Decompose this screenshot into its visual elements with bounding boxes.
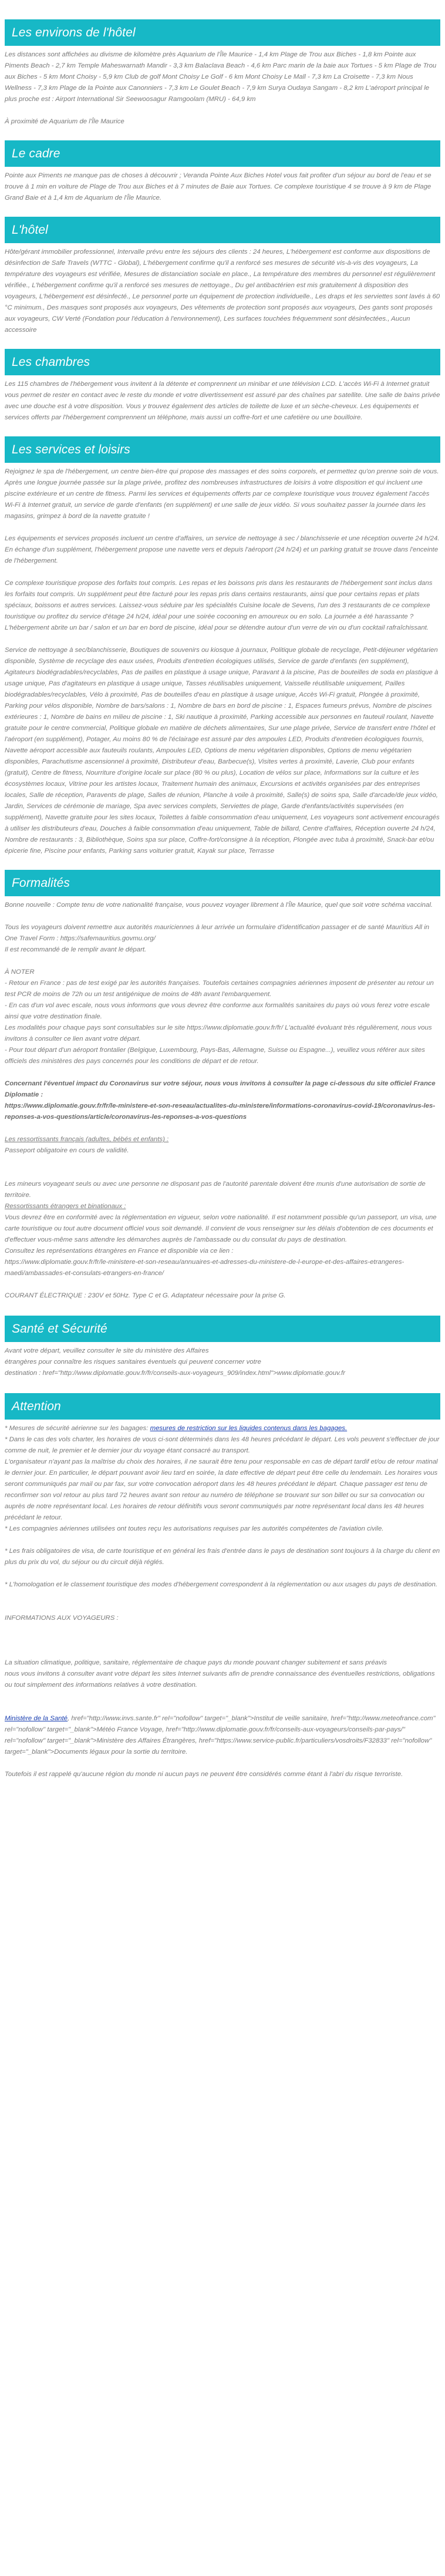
attention-p14: nous vous invitons à consulter avant votre départ les sites Internet suivants afin de prendre connaissance des éventuelles restrictions, obligations ou tout simplement des informations relatives à votre destination.	[5, 1670, 437, 1689]
section-title: Les services et loisirs	[5, 436, 440, 463]
sante-line-3: destination : href="http://www.diplomatie.gouv.fr/fr/conseils-aux-voyageurs_909/index.html">www.diplomatie.gouv.fr	[5, 1370, 346, 1377]
section-services	[5, 436, 440, 857]
services-business: Les équipements et services proposés incluent un centre d'affaires, un service de nettoyage à sec / blanchisserie et une réception ouverte 24 h/24. En échange d'un supplément, l'hébergement propose une navette vers et depuis l'aéroport (24 h/24) et un parking gratuit se trouve dans l'enceinte de l'hébergement.	[5, 535, 441, 564]
page-content	[0, 19, 445, 1780]
cadre-text: Pointe aux Piments ne manque pas de choses à découvrir ; Veranda Pointe Aux Biches Hotel vous fait profiter d'un séjour au bord de l'eau et se trouve à 1 min en voiture de Plage de Trou aux Biches et à 7 minutes de Baie aux Tortues. Ce complexe touristique 4 se trouve à 9 km de Plage Grand Baie et à 1,4 km de Aquarium de l'Île Maurice.	[5, 172, 433, 201]
spacer	[5, 956, 440, 967]
section-chambres	[5, 349, 440, 423]
security-line	[5, 1423, 440, 1434]
spacer	[5, 1568, 440, 1579]
spacer	[5, 1590, 440, 1602]
services-spa: Rejoignez le spa de l'hébergement, un centre bien-être qui propose des massages et des soins corporels, et permettez qu'on prenne soin de vous. Après une longue journée passée sur la plage privée, profitez des nombreuses infrastructures de loisirs à votre disposition et qui incluent une piscine extérieure et un centre de fitness. Parmi les services et équipements offerts par ce complexe touristique vous trouvez également l'accès Wi-Fi à Internet gratuit, un service de garde d'enfants (en supplément) et une salle de jeux vidéo. Si vous souhaitez passer la journée dans les magasins, grimpez à bord de la navette gratuite !	[5, 468, 441, 520]
section-title: Attention	[5, 1393, 440, 1420]
attention-p13: La situation climatique, politique, sanitaire, réglementaire de chaque pays du monde pouvant changer subitement et sans préavis	[5, 1659, 387, 1666]
chambres-text: Les 115 chambres de l'hébergement vous invitent à la détente et comprennent un minibar et une télévision LCD. L'accès Wi-Fi à Internet gratuit vous permet de rester en contact avec le reste du monde et votre divertissement est assuré par des chaînes par satellite. Une salle de bains privée avec une douche est à votre disposition. Vous y trouvez également des articles de toilette de luxe et un sèche-cheveux. Les équipements et services offerts par l'hébergement comprennent un téléphone, mais aussi un coffre-fort et une cafetière ou une bouilloire.	[5, 381, 442, 421]
section-title: Le cadre	[5, 140, 440, 167]
environs-text: Les distances sont affichées au divisme de kilomètre près Aquarium de l'Île Maurice - 1,4 km Plage de Trou aux Biches - 1,8 km Pointe aux Piments Beach - 2,7 km Temple Maheswarnath Mandir - 3,3 km Balaclava Beach - 4,6 km Parc marin de la baie aux Tortues - 5 km Plage de Trou aux Biches - 5 km Mont Choisy - 5,9 km Club de golf Mont Choisy Le Golf - 6 km Mont Choisy Le Mall - 7,3 km La Croisette - 7,3 km Nous Wellness - 7,3 km Plage de la Pointe aux Canonniers - 7,3 km Le Goulet Beach - 7,9 km Surya Oudaya Sangam - 8,2 km L'aéroport principal le plus proche est : Airport International Sir Seewoosagur Ramgoolam (MRU) - 64,9 km	[5, 51, 439, 103]
spacer	[5, 1123, 440, 1134]
section-environs	[5, 19, 440, 127]
attention-p4: * Les frais obligatoires de visa, de carte touristique et en général les frais d'entrée dans le pays de destination sont toujours à la charge du client en plus du prix du vol, du séjour ou du circuit déjà réglés.	[5, 1548, 442, 1566]
section-attention	[5, 1393, 440, 1780]
services-restaurants: Ce complexe touristique propose des forfaits tout compris. Les repas et les boissons pris dans les restaurants de l'hébergement sont inclus dans les forfaits tout compris. Un supplément peut être facturé pour les repas pris dans certains restaurants, ainsi que pour certains repas et plats spéciaux, boissons et autres services. Laissez-vous séduire par les spécialités Cuisine locale de Sevens, l'un des 3 restaurants de ce complexe touristique ou profitez du service d'étage 24 h/24, idéal pour une soirée cocooning en amoureux ou en solo. La journée a été harassante ? L'hébergement abrite un bar / salon et un bar en bord de piscine, idéal pour se détendre autour d'un verre de vin ou d'un cocktail rafraîchissant.	[5, 580, 434, 631]
services-list: Service de nettoyage à sec/blanchisserie, Boutiques de souvenirs ou kiosque à journaux, Politique globale de recyclage, Petit-déjeuner végétarien disponible, Système de recyclage des eaux usées, Produits d'entretien écologiques utilisés, Service de garde d'enfants (en supplément), Agitateurs biodégradables/recyclables, Pas de pailles en plastique à usage unique, Paravant à la piscine, Pas de bouteilles de soda en plastique à usage unique, Pas d'agitateurs en plastique à usage unique, Tasses réutilisables uniquement, Vaisselle réutilisable uniquement, Pailles biodégradables/recyclables, Vélo à proximité, Pas de bouteilles d'eau en plastique à usage unique, Accès Wi-Fi gratuit, Plongée à proximité, Parking pour vélos disponible, Nombre de bars/salons : 1, Nombre de bars en bord de piscine : 1, Espaces fumeurs prévus, Nombre de piscines extérieures : 1, Nombre de bains en milieu de piscine : 1, Ski nautique à proximité, Parking accessible aux personnes en fauteuil roulant, Navette gratuite pour le centre commercial, Politique globale en matière de déchets alimentaires, Sur une plage privée, Service de transfert entre l'hôtel et l'aéroport (en supplément), Potager, Au moins 80 % de l'éclairage est assuré par des ampoules LED, Produits d'entretien écologiques fournis, Navette aéroport accessible aux fauteuils roulants, Ampoules LED, Options de menu végétarien disponibles, Options de menu végétarien disponibles, Parachutisme ascensionnel à proximité, Distributeur d'eau, Barbecue(s), Visites vertes à proximité, Laverie, Club pour enfants (gratuit), Centre de fitness, Nourriture d'origine locale sur place (80 % ou plus), Location de vélos sur place, Informations sur la culture et les écosystèmes locaux, Vitrine pour les artistes locaux, Traitement humain des animaux, Excursions et activités organisées par des entreprises locales, Salle de réception, Paravents de plage, Salles de réunion, Planche à voile à proximité, Salle(s) de soins spa, Salle d'arcade/de jeux vidéo, Jardin, Services de cérémonie de mariage, Spa avec services complets, Serviettes de plage, Garde d'enfants/activités supervisées (en supplément), Navette gratuite pour les sites locaux, Toilettes à faible consommation d'eau uniquement, Les voyageurs sont activement encouragés à utiliser les distributeurs d'eau, Douches à faible consommation d'eau uniquement, Table de billard, Centre d'affaires, Réception ouverte 24 h/24, Nombre de restaurants : 3, Bibliothèque, Soins spa sur place, Coffre-fort/consigne à la réception, Plongée avec tuba à proximité, Snack-bar et/ou épicerie fine, Piscine pour enfants, Parking sans voiturier gratuit, Kayak sur place, Terrasse	[5, 647, 441, 855]
formalites-frontalier: - Pour tout départ d'un aéroport frontalier (Belgique, Luxembourg, Pays-Bas, Allemagne, Suisse ou Espagne...), veuillez vous référer aux sites officiels des ministères des pays concernés pour les conditions de départ et de retour.	[5, 1047, 427, 1065]
attention-p6: * L'homologation et le classement touristique des modes d'hébergement correspondent à la réglementation ou aux usages du pays de destination.	[5, 1581, 437, 1588]
spacer	[5, 1758, 440, 1769]
terrorism-notice: Toutefois il est rappelé qu'aucune région du monde ni aucun pays ne peuvent être considérés comme étant à l'abri du risque terroriste.	[5, 1771, 403, 1778]
section-title: Les chambres	[5, 349, 440, 375]
spacer	[5, 1602, 440, 1613]
foreign-nationals-heading: Ressortissants étrangers et binationaux :	[5, 1203, 126, 1210]
section-title: Les environs de l'hôtel	[5, 19, 440, 46]
sante-line-2: étrangères pour connaître les risques sanitaires éventuels qui peuvent concerner votre	[5, 1358, 261, 1366]
section-title: Formalités	[5, 870, 440, 896]
section-title: L'hôtel	[5, 217, 440, 243]
liquids-restriction-link[interactable]: mesures de restriction sur les liquides contenus dans les bagages.	[150, 1425, 348, 1432]
french-nationals-heading: Les ressortissants français (adultes, bébés et enfants) :	[5, 1136, 169, 1143]
formalites-recommend: Il est recommandé de le remplir avant le départ.	[5, 946, 147, 953]
foreign-text: Vous devrez être en conformité avec la réglementation en vigueur, selon votre nationalité. Il est notamment possible qu'un passeport, un visa, une carte touristique ou tout autre document officiel vous soit demandé. Il convient de vous renseigner sur les délais d'obtention de ces documents et d'effectuer vous-même sans attendre les démarches auprès de l'ambassade ou du consulat du pays de destination. Consultez les représentations étrangères en France et disponible via ce lien : https://www.diplomatie.gouv.fr/fr/le-ministere-et-son-reseau/annuaires-et-adresses-du-ministere-de-l-europe-et-des-affaires-etrangeres-maedi/ambassades-et-consulats-etrangers-en-france/ COURANT ÉLECTRIQUE : 230V et 50Hz. Type C et G. Adaptateur nécessaire pour la prise G.	[5, 1214, 437, 1299]
spacer	[5, 105, 440, 116]
spacer	[5, 1646, 440, 1657]
spacer	[5, 522, 440, 533]
spacer	[5, 567, 440, 578]
hotel-text: Hôte/gérant immobilier professionnel, Intervalle prévu entre les séjours des clients : 24 heures, L'hébergement est conforme aux dispositions de désinfection de Safe Travels (WTTC - Global), L'hébergement confirme qu'il a renforcé ses mesures de sécurité vis-à-vis des voyageurs, La température des voyageurs est vérifiée, Mesures de distanciation sociale en place., La température des membres du personnel est régulièrement vérifiée., L'hébergement confirme qu'il a renforcé ses mesures de nettoyage., Du gel antibactérien est mis gratuitement à disposition des voyageurs, L'hébergement est désinfecté., Le personnel porte un équipement de protection individuelle., Les draps et les serviettes sont lavés à 60 °C minimum., Des masques sont proposés aux voyageurs, Des vêtements de protection sont proposés aux voyageurs, Des gants sont proposés aux voyageurs, CW Verté (Fondation pour l'éducation à l'environnement), Les surfaces touchées fréquemment sont désinfectées., Aucun accessoire	[5, 248, 442, 334]
spacer	[5, 1535, 440, 1546]
attention-p0: * Dans le cas des vols charter, les horaires de vous ci-sont déterminés dans les 48 heures précédant le départ. Les vols peuvent s'effectuer de jour comme de nuit, le premier et le dernier jour du voyage étant consacré au transport.	[5, 1436, 441, 1454]
spacer	[5, 1624, 440, 1635]
formalites-modalites: Les modalités pour chaque pays sont consultables sur le site https://www.diplomatie.gouv.fr/fr/ L'actualité évoluant très régulièrement, nous vous invitons à consulter ce lien avant votre départ.	[5, 1024, 434, 1042]
spacer	[5, 634, 440, 645]
coronavirus-notice: Concernant l'éventuel impact du Coronavirus sur votre séjour, nous vous invitons à consulter la page ci-dessous du site officiel France Diplomatie : https://www.diplomatie.gouv.fr/fr/le-ministere-et-son-reseau/actualites-du-ministere/informations-coronavirus-covid-19/coronavirus-les-reponses-a-vos-questions/article/coronavirus-les-reponses-a-vos-questions	[5, 1080, 436, 1121]
passport-text: Passeport obligatoire en cours de validité. Les mineurs voyageant seuls ou avec une personne ne disposant pas de l'autorité parentale doivent être munis d'une autorisation de sortie de territoire.	[5, 1147, 426, 1199]
formalites-anoter: À NOTER	[5, 968, 35, 976]
spacer	[5, 1635, 440, 1646]
section-formalites	[5, 870, 440, 1302]
formalites-form: Tous les voyageurs doivent remettre aux autorités mauriciennes à leur arrivée un formulaire d'identification passager et de santé Mauritius All in One Travel Form : https://safemauritius.govmu.org/	[5, 924, 431, 942]
links-rest: , href="http://www.invs.sante.fr" rel="nofollow" target="_blank">Institut de veille sanitaire, href="http://www.meteofrance.com" rel="nofollow" target="_blank">Météo France Voyage, href="http://www.diplomatie.gouv.fr/fr/conseils-aux-voyageurs/conseils-par-pays/" rel="nofollow" target="_blank">Ministère des Affaires Étrangères, href="https://www.service-public.fr/particuliers/vosdroits/F32833" rel="nofollow" target="_blank">Documents légaux pour la sortie du territoire.	[5, 1715, 437, 1756]
section-hotel	[5, 217, 440, 336]
attention-p2: * Les compagnies aériennes utilisées ont toutes reçu les autorisations requises par les autorités compétentes de l'aviation civile.	[5, 1525, 384, 1532]
spacer	[5, 1702, 440, 1713]
formalites-escale: - En cas d'un vol avec escale, nous vous informons que vous devrez être conforme aux formalités sanitaires du pays où vous ferez votre escale ainsi que votre destination finale.	[5, 1002, 432, 1020]
info-voyageurs-heading: INFORMATIONS AUX VOYAGEURS :	[5, 1615, 119, 1622]
spacer	[5, 911, 440, 922]
security-prefix: * Mesures de sécurité aérienne sur les bagages:	[5, 1425, 150, 1432]
formalites-intro: Bonne nouvelle : Compte tenu de votre nationalité française, vous pouvez voyager librement à l'Île Maurice, quel que soit votre schéma vaccinal.	[5, 902, 433, 909]
section-title: Santé et Sécurité	[5, 1316, 440, 1342]
links-line	[5, 1713, 440, 1758]
formalites-retour: - Retour en France : pas de test exigé par les autorités françaises. Toutefois certaines compagnies aériennes imposent de présenter au retour un test PCR de moins de 72h ou un test antigénique de moins de 48h avant l'embarquement.	[5, 980, 436, 998]
attention-p1: L'organisateur n'ayant pas la maîtrise du choix des horaires, il ne saurait être tenu pour responsable en cas de départ tardif et/ou de retour matinal le dernier jour. En particulier, le départ pouvant avoir lieu tard en soirée, la date effective de départ peut être celle du lendemain. Les horaires vous seront communiqués par mail ou par fax, sur votre convocation aéroport dans les 48 heures précédant le départ. Chaque passager est tenu de reconfirmer son vol retour au plus tard 72 heures avant son retour au numéro de téléphone se trouvant sur son billet ou sur sa convocation ou auprès de notre représentant local. Les horaires de retour définitifs vous seront communiqués par notre représentant local dans les 48 heures précédant le retour.	[5, 1458, 440, 1521]
section-cadre	[5, 140, 440, 204]
environs-proximity: À proximité de Aquarium de l'Île Maurice	[5, 118, 124, 125]
spacer	[5, 1067, 440, 1078]
ministere-sante-link[interactable]: Ministère de la Santé	[5, 1715, 68, 1722]
spacer	[5, 1691, 440, 1702]
sante-line-1: Avant votre départ, veuillez consulter le site du ministère des Affaires	[5, 1347, 209, 1354]
section-sante	[5, 1316, 440, 1379]
